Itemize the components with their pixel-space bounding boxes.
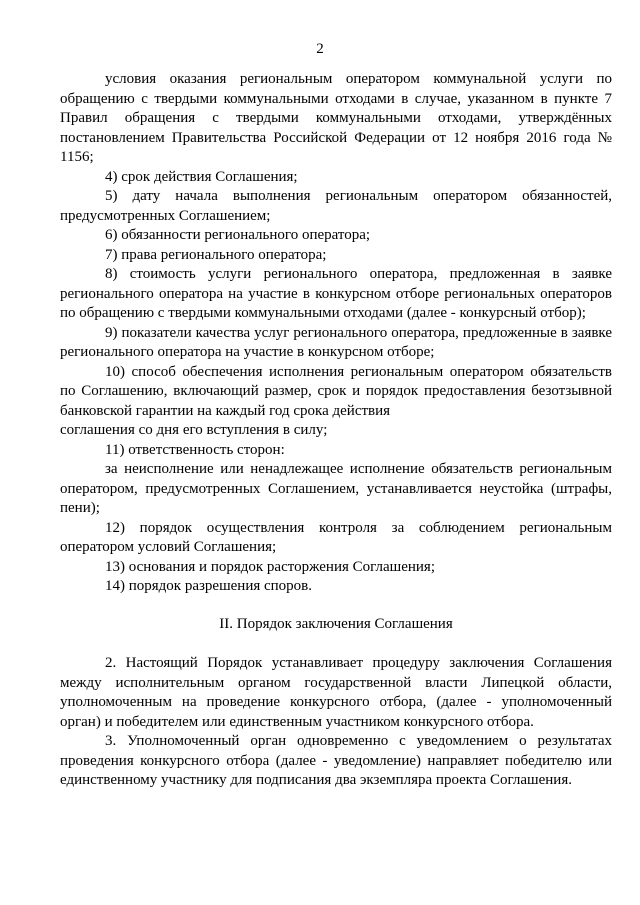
list-item: 6) обязанности регионального оператора; (105, 227, 371, 243)
paragraph: за неисполнение или ненадлежащее исполнение обязательств региональным оператором, предусмотренных Соглашением, устанавливается неустойка (штрафы, пени); (60, 461, 612, 516)
list-item: 14) порядок разрешения споров. (105, 578, 313, 594)
list-item: 9) показатели качества услуг регионального оператора, предложенные в заявке регионального оператора на участие в конкурсном отборе; (60, 324, 612, 360)
list-item: 8) стоимость услуги регионального оператора, предложенная в заявке регионального оператора на участие в конкурсном отборе региональных операторов по обращению с твердыми коммунальными отходами (далее - конкурсный отбор); (60, 266, 612, 321)
list-item: 13) основания и порядок расторжения Соглашения; (105, 558, 435, 575)
document-body (60, 70, 612, 791)
page-number: 2 (316, 41, 324, 57)
paragraph: 2. Настоящий Порядок устанавливает процедуру заключения Соглашения между исполнительным органом государственной власти Липецкой области, уполномоченным на проведение конкурсного отбора, (далее - уполномоченный орган) и победителем или единственным участником конкурсного отбора. (60, 655, 612, 730)
list-item: 4) срок действия Соглашения; (105, 168, 298, 185)
paragraph: 3. Уполномоченный орган одновременно с уведомлением о результатах проведения конкурсного отбора (далее - уведомление) направляет победителю или единственному участнику для подписания два экземпляра проекта Соглашения. (60, 733, 612, 788)
list-item: 12) порядок осуществления контроля за соблюдением региональным оператором условий Соглашения; (60, 519, 612, 555)
paragraph-continuation: соглашения со дня его вступления в силу; (60, 422, 328, 438)
list-item: 5) дату начала выполнения региональным оператором обязанностей, предусмотренных Соглашением; (60, 188, 612, 224)
paragraph: условия оказания региональным оператором коммунальной услуги по обращению с твердыми коммунальными отходами в случае, указанном в пункте 7 Правил обращения с твердыми коммунальными отходами, утверждённых постановлением Правительства Российской Федерации от 12 ноября 2016 года № 1156; (60, 71, 612, 165)
section-heading: II. Порядок заключения Соглашения (219, 615, 453, 632)
list-item: 11) ответственность сторон: (105, 441, 285, 458)
list-item: 7) права регионального оператора; (105, 246, 327, 263)
list-item: 10) способ обеспечения исполнения региональным оператором обязательств по Соглашению, включающий размер, срок и порядок предоставления безотзывной банковской гарантии на каждый год срока действия (60, 363, 612, 419)
